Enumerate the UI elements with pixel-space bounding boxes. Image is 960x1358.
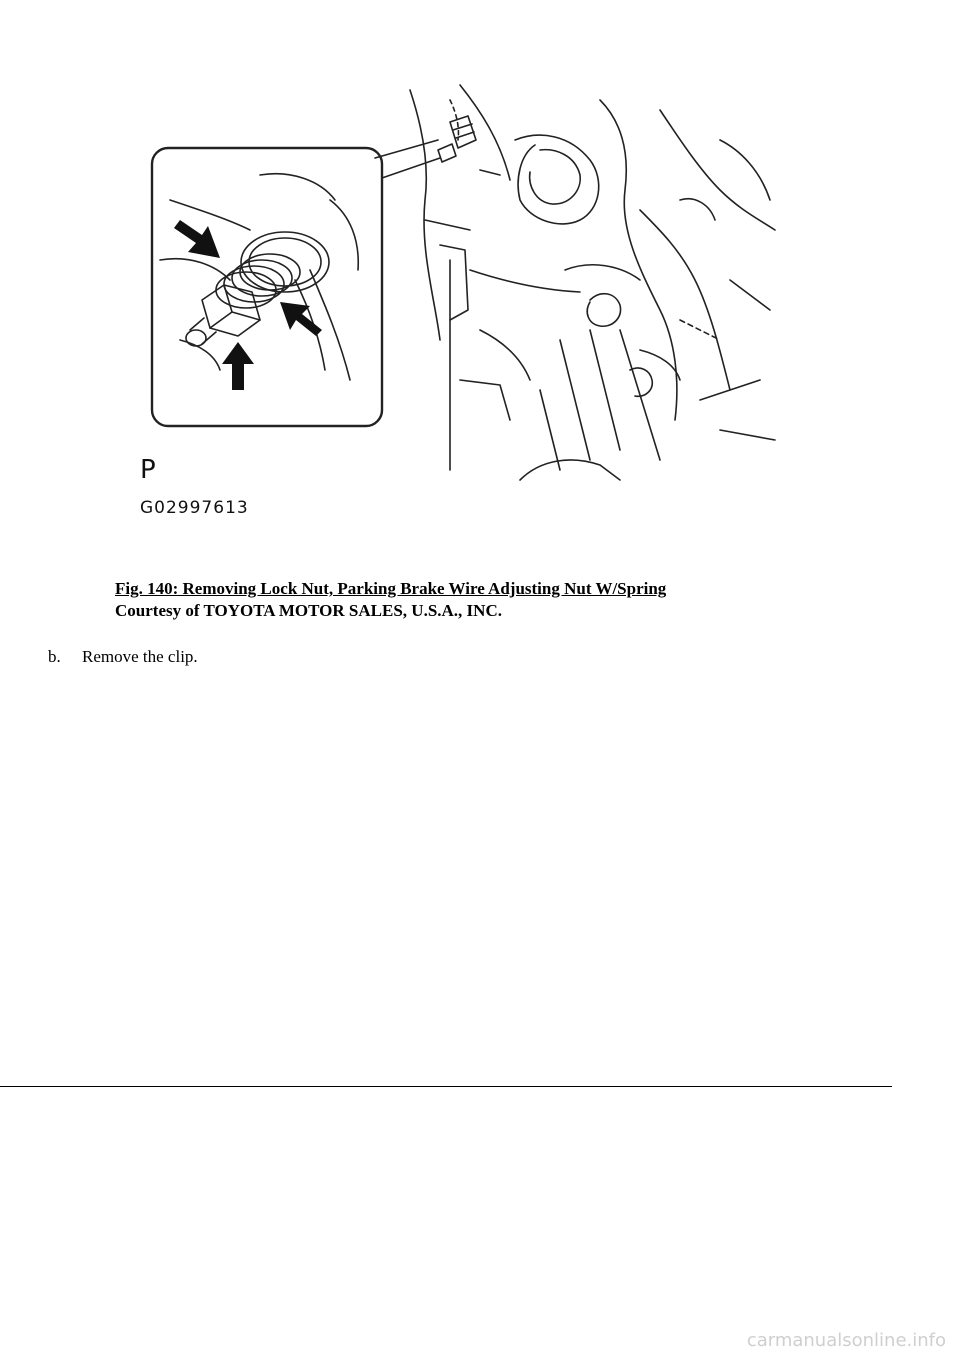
step-text: Remove the clip. [82,647,198,666]
procedure-step [48,646,198,668]
figure-code: G02997613 [140,498,249,518]
caption-title[interactable]: Fig. 140: Removing Lock Nut, Parking Brake Wire Adjusting Nut W/Spring [115,579,667,598]
watermark: carmanualsonline.info [746,1330,946,1351]
callout-leader [375,140,438,158]
figure-illustration [120,80,780,530]
inset-detail [160,174,358,380]
inset-frame [152,148,382,426]
background-assembly [410,85,775,480]
parking-brake-adjusting-nut-illustration [120,80,780,530]
caption-credit: Courtesy of TOYOTA MOTOR SALES, U.S.A., INC. [115,601,502,620]
figure-caption [115,578,895,622]
footer-rule [0,1086,892,1087]
step-marker: b. [48,647,61,666]
figure-letter: P [140,455,157,485]
